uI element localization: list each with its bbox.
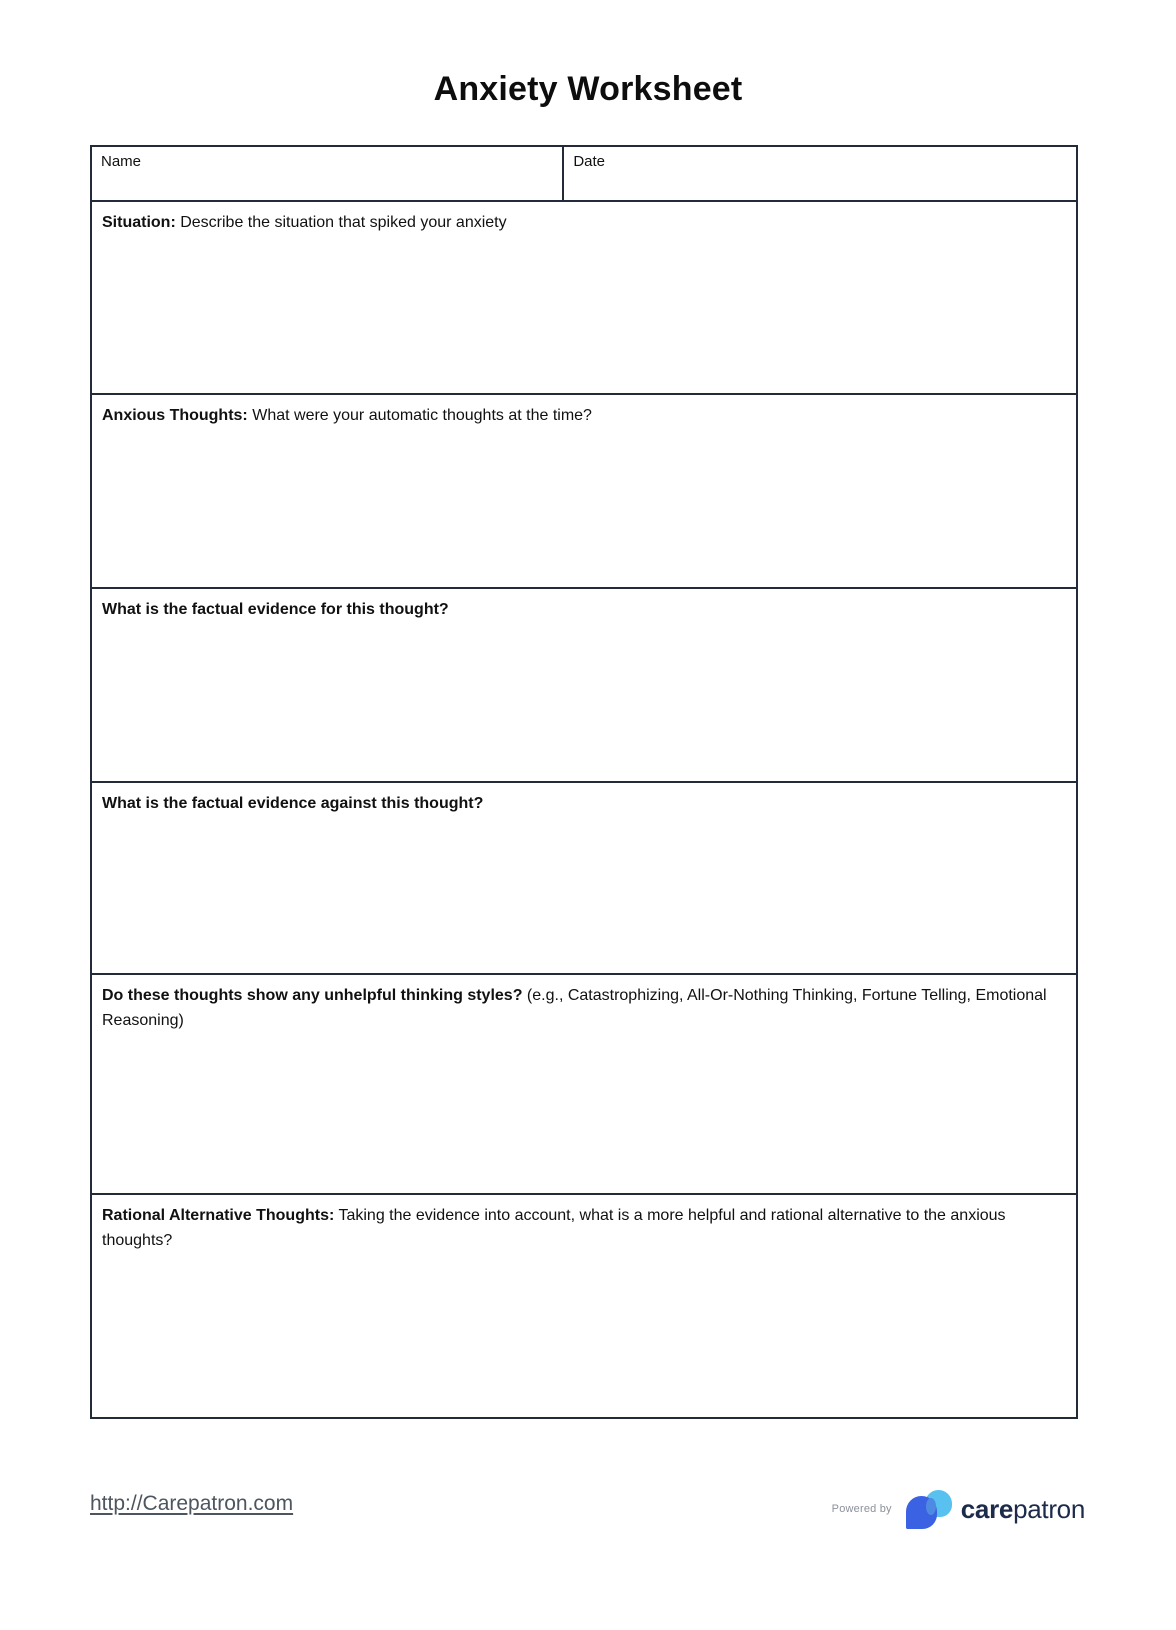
page-title: Anxiety Worksheet (433, 70, 743, 108)
worksheet-section-row (92, 973, 1076, 1193)
powered-by-group (832, 1478, 1085, 1530)
section-label: Rational Alternative Thoughts: (102, 1207, 335, 1224)
worksheet-sections (92, 200, 1076, 1417)
section-prompt: (e.g., Catastrophizing, All-Or-Nothing Thinking, Fortune Telling, Emotional Reasoning) (102, 987, 1047, 1029)
section-prompt: Taking the evidence into account, what is a more helpful and rational alternative to the anxious thoughts? (102, 1207, 1006, 1249)
name-field-cell (92, 147, 564, 200)
section-header (102, 792, 1066, 817)
date-input-area[interactable] (564, 171, 1076, 200)
section-label: Do these thoughts show any unhelpful thinking styles? (102, 987, 523, 1004)
section-input-area[interactable] (102, 236, 1066, 384)
worksheet-section-row (92, 393, 1076, 587)
section-prompt: What were your automatic thoughts at the time? (252, 407, 592, 424)
carepatron-link[interactable]: http://Carepatron.com (90, 1492, 294, 1515)
worksheet-section-row (92, 587, 1076, 781)
date-field-cell (564, 147, 1076, 200)
carepatron-wordmark (961, 1494, 1085, 1525)
section-label: Anxious Thoughts: (102, 407, 248, 424)
section-header (102, 1204, 1066, 1254)
powered-by-label: Powered by (831, 1503, 892, 1515)
name-date-row (92, 147, 1076, 200)
section-prompt: Describe the situation that spiked your anxiety (180, 214, 507, 231)
worksheet-form (90, 145, 1078, 1419)
section-input-area[interactable] (102, 429, 1066, 578)
section-label: Situation: (102, 214, 176, 231)
wordmark-patron: patron (1013, 1493, 1085, 1524)
worksheet-section-row (92, 781, 1076, 973)
section-input-area[interactable] (102, 817, 1066, 964)
carepatron-logo-icon (906, 1488, 954, 1530)
wordmark-care: care (960, 1493, 1014, 1524)
section-input-area[interactable] (102, 623, 1066, 772)
logo-bubble-overlap (926, 1498, 936, 1515)
section-input-area[interactable] (102, 1254, 1066, 1408)
section-header (102, 598, 1066, 623)
footer (90, 1478, 1085, 1530)
carepatron-brand (906, 1488, 1085, 1530)
section-header (102, 211, 1066, 236)
section-label: What is the factual evidence for this thought? (102, 601, 449, 618)
worksheet-section-row (92, 200, 1076, 393)
worksheet-section-row (92, 1193, 1076, 1417)
name-label: Name (101, 153, 142, 170)
section-label: What is the factual evidence against this thought? (102, 795, 484, 812)
section-input-area[interactable] (102, 1034, 1066, 1184)
name-input-area[interactable] (92, 171, 562, 200)
section-header (102, 404, 1066, 429)
section-header (102, 984, 1066, 1034)
date-label: Date (573, 153, 605, 170)
